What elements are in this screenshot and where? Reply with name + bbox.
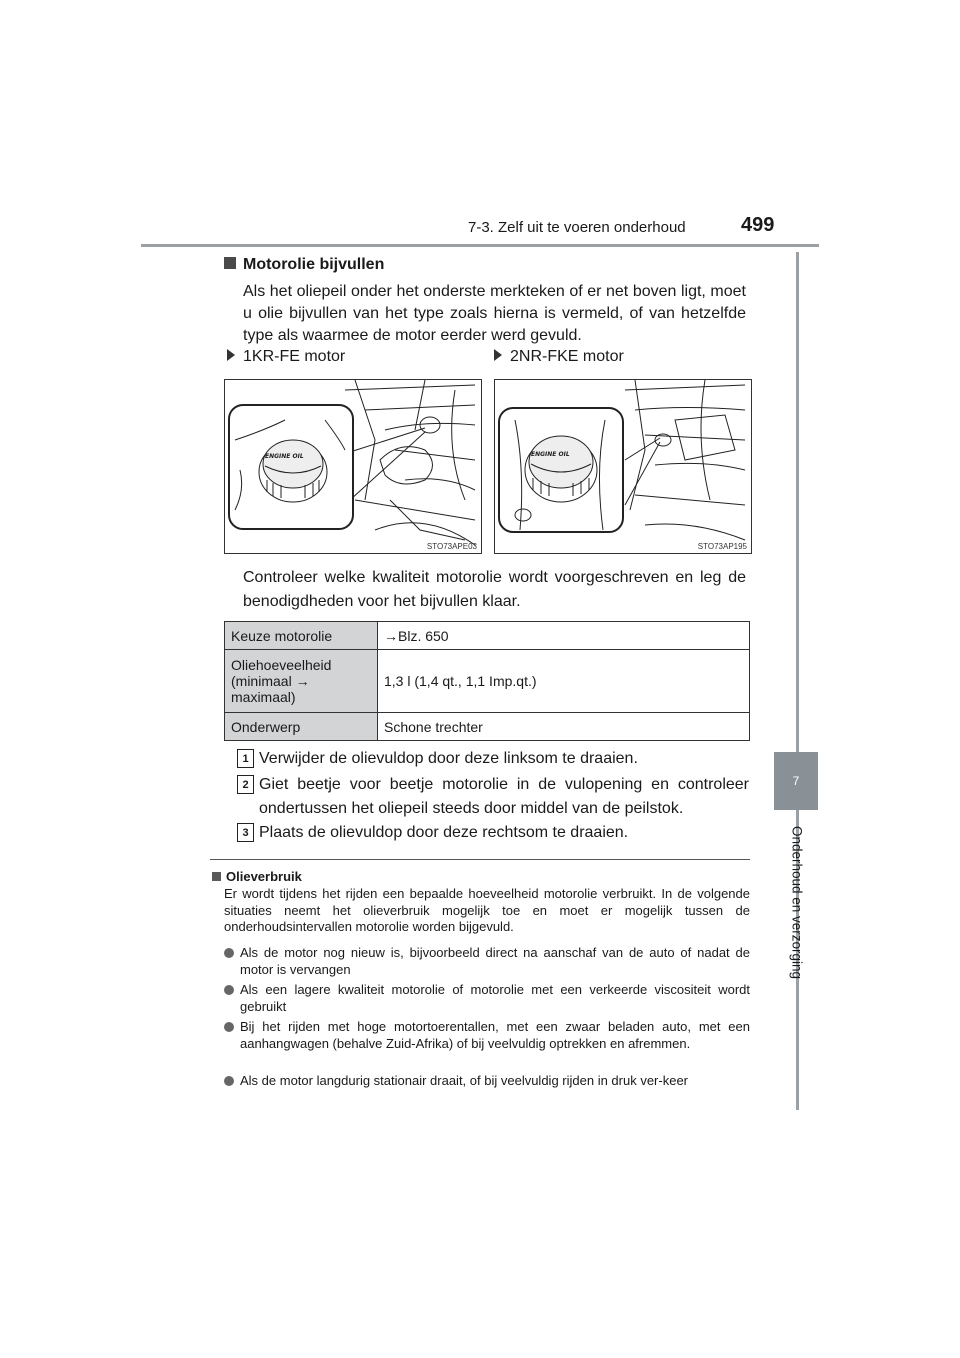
list-item bbox=[224, 945, 750, 978]
step-text: Giet beetje voor beetje motorolie in de vulopening en controleer ondertussen het oliepeil steeds door middel van de peilstok. bbox=[259, 776, 749, 817]
list-item-text: Bij het rijden met hoge motortoerentallen, met een zwaar beladen auto, met een aanhangwagen (behalve Zuid-Afrika) of bij veelvuldig optrekken en afremmen. bbox=[240, 1019, 750, 1051]
table-label: Oliehoeveelheid (minimaal → maximaal) bbox=[225, 650, 378, 713]
divider bbox=[210, 859, 750, 860]
list-item-text: Als een lagere kwaliteit motorolie of motorolie met een verkeerde viscositeit wordt gebruikt bbox=[240, 982, 750, 1014]
step-number: 3 bbox=[237, 823, 254, 842]
engine-bay-drawing bbox=[495, 380, 751, 553]
bullet-dot-icon bbox=[224, 948, 234, 958]
engine-label-2nr bbox=[494, 348, 624, 366]
table-label: Onderwerp bbox=[225, 713, 378, 741]
list-item bbox=[224, 1073, 750, 1090]
bullet-dot-icon bbox=[224, 1076, 234, 1086]
engine-illustration-1kr bbox=[224, 379, 482, 554]
page-number: 499 bbox=[741, 214, 775, 236]
step-text: Verwijder de olievuldop door deze linksom te draaien. bbox=[259, 750, 638, 767]
intro-paragraph: Als het oliepeil onder het onderste merkteken of er net boven ligt, moet u olie bijvullen van het type zoals hierna is vermeld, of van hetzelfde type als waarmee de motor eerder werd gevuld. bbox=[243, 283, 746, 344]
side-rule bbox=[796, 252, 799, 752]
heading-text: Motorolie bijvullen bbox=[243, 256, 385, 273]
engine-label-text: 2NR-FKE motor bbox=[510, 348, 624, 365]
engine-label-1kr bbox=[227, 348, 345, 366]
square-bullet-icon bbox=[224, 257, 236, 269]
image-code: STO73AP195 bbox=[697, 542, 747, 551]
triangle-bullet-icon bbox=[227, 349, 235, 361]
section-heading bbox=[224, 256, 384, 274]
square-bullet-icon bbox=[212, 872, 221, 881]
note-heading-text: Olieverbruik bbox=[226, 869, 302, 884]
table-value: →Blz. 650 bbox=[378, 622, 750, 650]
image-code: STO73APE03 bbox=[426, 542, 477, 551]
engine-label-text: 1KR-FE motor bbox=[243, 348, 346, 365]
engine-bay-drawing bbox=[225, 380, 481, 553]
step-3 bbox=[237, 821, 749, 845]
specs-table bbox=[224, 621, 750, 741]
cap-label: ENGINE OIL bbox=[265, 453, 304, 460]
section-title: 7-3. Zelf uit te voeren onderhoud bbox=[468, 219, 686, 236]
bullet-dot-icon bbox=[224, 1022, 234, 1032]
table-value: 1,3 l (1,4 qt., 1,1 Imp.qt.) bbox=[378, 650, 750, 713]
engine-illustration-2nr bbox=[494, 379, 752, 554]
step-text: Plaats de olievuldop door deze rechtsom te draaien. bbox=[259, 824, 629, 841]
note-intro: Er wordt tijdens het rijden een bepaalde hoeveelheid motorolie verbruikt. In de volgende situaties neemt het olieverbruik mogelijk toe en moet er mogelijk tussen de onderhoudsintervallen motorolie worden bijgevuld. bbox=[224, 886, 750, 934]
table-row bbox=[225, 622, 750, 650]
list-item bbox=[224, 982, 750, 1015]
chapter-tab: 7 bbox=[774, 752, 818, 810]
header-rule bbox=[141, 244, 819, 247]
list-item-text: Als de motor nog nieuw is, bijvoorbeeld direct na aanschaf van de auto of nadat de motor is vervangen bbox=[240, 945, 750, 977]
table-row bbox=[225, 713, 750, 741]
note-heading bbox=[212, 869, 302, 884]
step-number: 2 bbox=[237, 775, 254, 794]
step-2 bbox=[237, 773, 749, 821]
table-row bbox=[225, 650, 750, 713]
cap-label: ENGINE OIL bbox=[531, 451, 570, 458]
table-label: Keuze motorolie bbox=[225, 622, 378, 650]
list-item bbox=[224, 1019, 750, 1052]
triangle-bullet-icon bbox=[494, 349, 502, 361]
step-number: 1 bbox=[237, 749, 254, 768]
bullet-dot-icon bbox=[224, 985, 234, 995]
list-item-text: Als de motor langdurig stationair draait, of bij veelvuldig rijden in druk ver-keer bbox=[240, 1073, 688, 1088]
step-1 bbox=[237, 747, 749, 771]
check-paragraph: Controleer welke kwaliteit motorolie wordt voorgeschreven en leg de benodigdheden voor het bijvullen klaar. bbox=[243, 569, 746, 610]
chapter-label: Onderhoud en verzorging bbox=[789, 825, 805, 980]
table-value: Schone trechter bbox=[378, 713, 750, 741]
